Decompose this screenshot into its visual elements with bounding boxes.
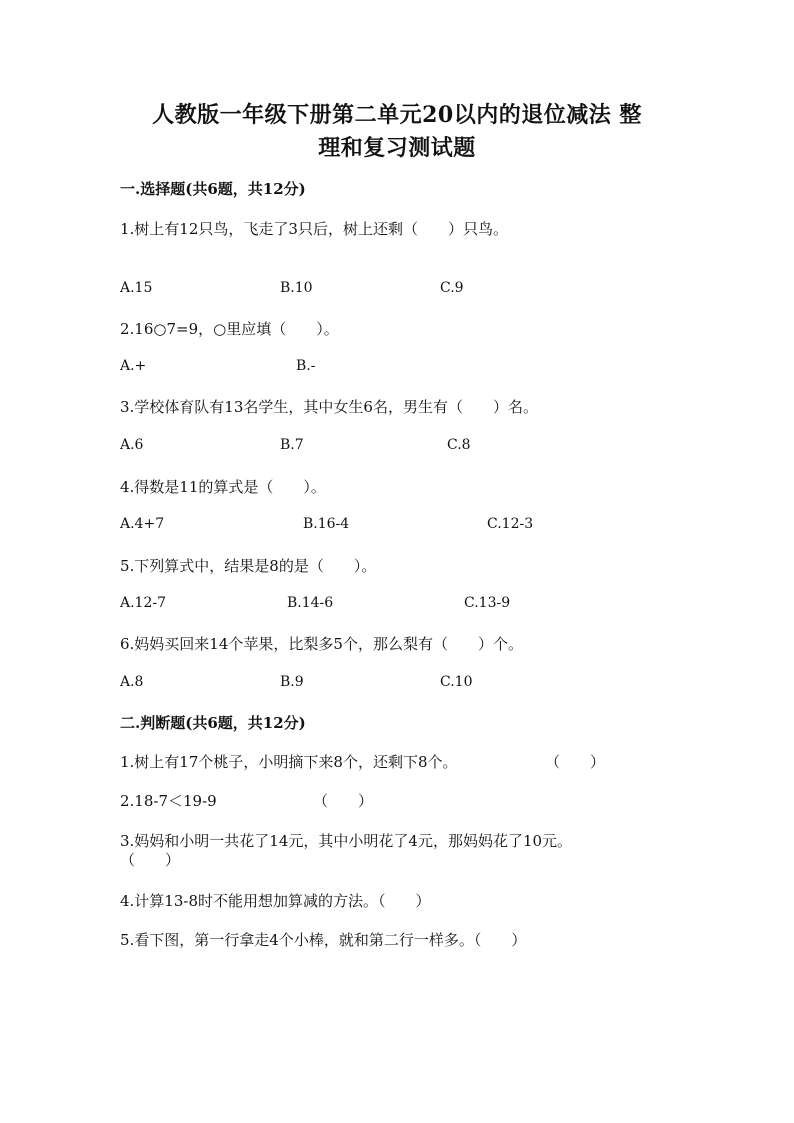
option-a: A.+ xyxy=(120,358,147,374)
title-line-2: 理和复习测试题 xyxy=(318,135,476,161)
option-a: A.6 xyxy=(120,437,144,453)
option-b: B.7 xyxy=(280,437,304,453)
section-2-heading: 二.判断题(共6题，共12分) xyxy=(120,714,306,732)
question-2-5: 5.看下图，第一行拿走4个小棒，就和第二行一样多。（ ） xyxy=(120,931,527,949)
option-b: B.16-4 xyxy=(303,516,350,532)
question-1-5: 5.下列算式中，结果是8的是（ ）。 xyxy=(120,557,377,575)
question-2-3: 3.妈妈和小明一共花了14元，其中小明花了4元，那妈妈花了10元。 xyxy=(120,832,573,850)
option-c: C.9 xyxy=(440,280,464,296)
section-1-heading: 一.选择题(共6题，共12分) xyxy=(120,180,306,198)
question-1-1: 1.树上有12只鸟，飞走了3只后，树上还剩（ ）只鸟。 xyxy=(120,220,508,238)
answer-bracket: （ ） xyxy=(545,753,606,771)
title-line-1: 人教版一年级下册第二单元20以内的退位减法 整 xyxy=(152,102,642,128)
question-1-4: 4.得数是11的算式是（ ）。 xyxy=(120,478,326,496)
option-c: C.13-9 xyxy=(464,595,511,611)
option-b: B.- xyxy=(296,358,316,374)
question-1-3: 3.学校体育队有13名学生，其中女生6名，男生有（ ）名。 xyxy=(120,398,538,416)
option-a: A.12-7 xyxy=(120,595,167,611)
option-c: C.8 xyxy=(447,437,471,453)
question-1-6: 6.妈妈买回来14个苹果，比梨多5个，那么梨有（ ）个。 xyxy=(120,635,523,653)
question-2-1: 1.树上有17个桃子，小明摘下来8个，还剩下8个。 xyxy=(120,753,458,771)
option-b: B.10 xyxy=(280,280,313,296)
question-2-2: 2.18-7＜19-9 xyxy=(120,792,217,810)
option-a: A.4+7 xyxy=(120,516,165,532)
answer-bracket: （ ） xyxy=(313,792,374,810)
option-b: B.14-6 xyxy=(287,595,334,611)
option-a: A.8 xyxy=(120,674,144,690)
option-c: C.10 xyxy=(440,674,473,690)
option-a: A.15 xyxy=(120,280,153,296)
option-c: C.12-3 xyxy=(487,516,534,532)
question-2-4: 4.计算13-8时不能用想加算减的方法。（ ） xyxy=(120,892,431,910)
answer-bracket: （ ） xyxy=(120,851,181,869)
question-1-2: 2.16○7=9，○里应填（ ）。 xyxy=(120,320,339,338)
option-b: B.9 xyxy=(280,674,304,690)
